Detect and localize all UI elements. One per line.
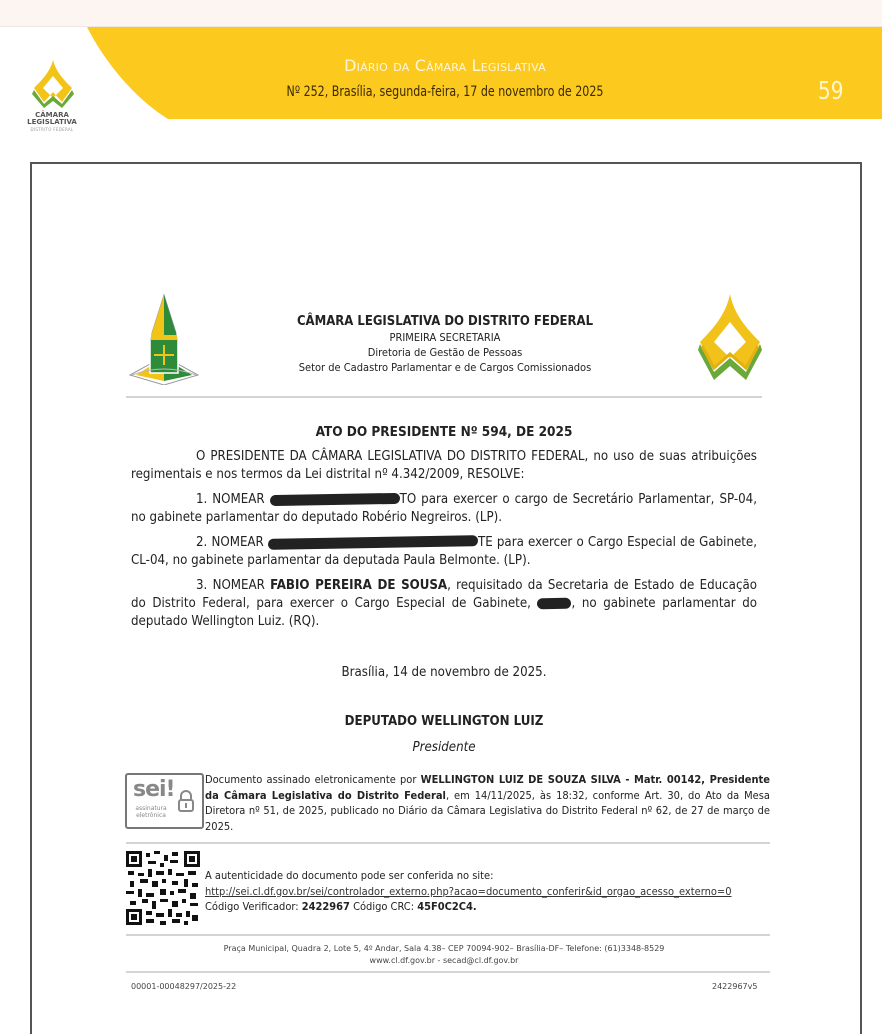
logo-text-line2: LEGISLATIVA [27, 118, 77, 126]
footer-address-block [131, 943, 757, 967]
journal-title: Diário da Câmara Legislativa [344, 56, 546, 75]
sei-logo-sub1: assinatura [135, 805, 167, 812]
sector: Setor de Cadastro Parlamentar e de Cargos Comissionados [298, 361, 592, 374]
logo-text-line1: CÂMARA [35, 111, 69, 119]
item-3 [131, 577, 757, 631]
signature-details: , em 14/11/2025, às 18:32, conforme Art. 30, do Ato da Mesa Diretora nº 51, de 2025, publicado no Diário da Câmara Legislativa do Distrito Federal nº 62, de 27 de março de 2025. [205, 788, 770, 833]
page-number: 59 [818, 76, 844, 105]
directorate: Diretoria de Gestão de Pessoas [367, 346, 523, 359]
item-3-text-b: , no gabinete parlamentar do deputado Wellington Luiz. (RQ). [131, 596, 757, 629]
department: PRIMEIRA SECRETARIA [389, 331, 501, 344]
process-number: 00001-00048297/2025-22 [131, 982, 237, 991]
verification-codes [205, 899, 785, 915]
item-2 [131, 534, 757, 570]
redacted-code [537, 597, 571, 609]
item-2-name-tail: TE [477, 535, 493, 550]
org-name: CÂMARA LEGISLATIVA DO DISTRITO FEDERAL [296, 314, 594, 329]
footer-contact: www.cl.df.gov.br - secad@cl.df.gov.br [369, 956, 519, 965]
redacted-name [270, 492, 400, 505]
camara-logo-text [14, 112, 90, 133]
sei-signature-badge [125, 773, 204, 829]
preamble: O PRESIDENTE DA CÂMARA LEGISLATIVA DO DISTRITO FEDERAL, no uso de suas atribuições regimentais e nos termos da Lei distrital nº 4.342/2009, RESOLVE: [131, 449, 757, 482]
top-strip [0, 0, 882, 27]
signer-name: WELLINGTON LUIZ DE SOUZA SILVA - Matr. 00142, Presidente da Câmara Legislativa do Distrito Federal [205, 773, 770, 802]
item-2-text: para exercer o Cargo Especial de Gabinete, CL-04, no gabinete parlamentar da deputada Paula Belmonte. (LP). [131, 535, 757, 568]
signature-divider [126, 842, 770, 844]
place-date: Brasília, 14 de novembro de 2025. [341, 665, 547, 680]
signatory-role: Presidente [412, 740, 476, 755]
authenticity-intro: A autenticidade do documento pode ser conferida no site: [205, 869, 494, 882]
verifier-label: Código Verificador: [205, 900, 302, 913]
item-1 [131, 491, 757, 527]
redacted-name [268, 535, 478, 550]
camara-emblem-icon [694, 292, 766, 382]
footer-address: Praça Municipal, Quadra 2, Lote 5, 4º Andar, Sala 4.38– CEP 70094-902– Brasília-DF– Telefone: (61)3348-8529 [223, 944, 665, 953]
item-2-prefix: 2. NOMEAR [196, 535, 268, 550]
sei-logo-text: sei! [133, 777, 175, 802]
act-title: ATO DO PRESIDENTE Nº 594, DE 2025 [315, 424, 573, 440]
authenticity-link[interactable]: http://sei.cl.df.gov.br/sei/controlador_externo.php?acao=documento_conferir&id_orgao_acesso_externo=0 [205, 884, 732, 898]
item-3-prefix: 3. NOMEAR [196, 578, 271, 593]
signatory-name: DEPUTADO WELLINGTON LUIZ [344, 714, 544, 729]
signature-text [205, 772, 770, 834]
lock-icon [177, 789, 195, 813]
issue-line: Nº 252, Brasília, segunda-feira, 17 de novembro de 2025 [286, 84, 604, 100]
footer-divider [126, 971, 770, 973]
item-1-prefix: 1. NOMEAR [196, 492, 270, 507]
crc-code: 45F0C2C4. [417, 900, 477, 913]
document-id: 2422967v5 [712, 982, 758, 991]
item-3-text-a: , requisitado da Secretaria de Estado de Educação do Distrito Federal, para exercer o Cargo Especial de Gabinete, [131, 578, 757, 611]
brasao-df-icon [126, 293, 202, 385]
item-3-name: FABIO PEREIRA DE SOUSA [270, 578, 448, 593]
letterhead [240, 314, 650, 375]
authenticity-block [205, 868, 785, 915]
verifier-code: 2422967 [301, 900, 350, 913]
signature-intro: Documento assinado eletronicamente por [205, 773, 421, 786]
item-1-text: para exercer o cargo de Secretário Parlamentar, SP-04, no gabinete parlamentar do deputado Robério Negreiros. (LP). [131, 492, 757, 525]
act-body [131, 448, 757, 631]
sei-logo-sub2: eletrônica [136, 812, 166, 819]
crc-label: Código CRC: [349, 900, 418, 913]
auth-divider [126, 934, 770, 936]
qr-code-icon [126, 851, 200, 925]
logo-text-line3: DISTRITO FEDERAL [30, 127, 74, 132]
camara-logo-icon [28, 58, 78, 110]
item-1-name-tail: TO [399, 492, 417, 507]
header-divider [126, 396, 762, 398]
